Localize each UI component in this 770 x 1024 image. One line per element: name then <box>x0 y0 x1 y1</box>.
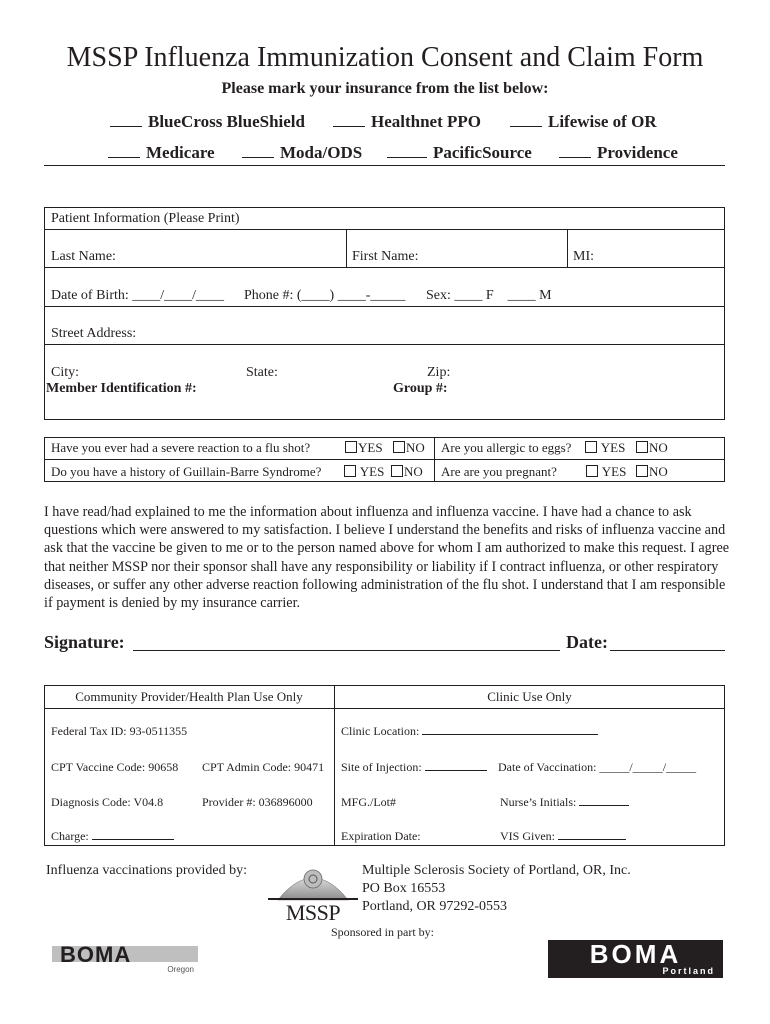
clinic-location-line[interactable] <box>422 734 598 735</box>
question-egg-allergy: Are you allergic to eggs? <box>441 440 572 455</box>
provider-number: Provider #: 036896000 <box>202 795 313 809</box>
boma-portland-logo <box>548 940 723 978</box>
insurance-option-moda[interactable]: Moda/ODS <box>242 143 362 163</box>
cpt-admin-code: CPT Admin Code: 90471 <box>202 760 325 774</box>
site-of-injection-field[interactable]: Site of Injection: <box>341 760 487 775</box>
site-line[interactable] <box>425 770 487 771</box>
guillain-barre-no[interactable]: NO <box>391 464 423 480</box>
diagnosis-code: Diagnosis Code: V04.8 <box>51 795 164 809</box>
header-divider <box>44 165 725 166</box>
date-label: Date: <box>566 632 608 652</box>
question-flu-reaction: Have you ever had a severe reaction to a flu shot? <box>51 440 311 455</box>
phone-field[interactable]: Phone #: (____) ____-_____ <box>244 288 406 303</box>
checkbox-icon[interactable] <box>393 441 405 453</box>
egg-allergy-no[interactable]: NO <box>636 440 668 456</box>
insurance-option-providence[interactable]: Providence <box>559 143 678 163</box>
charge-field[interactable]: Charge: <box>51 829 174 844</box>
charge-line[interactable] <box>92 839 174 840</box>
insurance-blank[interactable] <box>510 112 542 127</box>
boma-oregon-logo <box>52 942 198 974</box>
divider <box>44 344 725 345</box>
insurance-blank[interactable] <box>242 143 274 158</box>
divider <box>44 306 725 307</box>
date-line[interactable] <box>610 650 725 651</box>
insurance-instruction: Please mark your insurance from the list below: <box>221 80 549 97</box>
mssp-emblem-icon <box>268 862 358 902</box>
checkbox-icon[interactable] <box>585 441 597 453</box>
question-guillain-barre: Do you have a history of Guillain-Barre Syndrome? <box>51 464 322 479</box>
guillain-barre-yes[interactable]: YES <box>344 464 384 480</box>
divider <box>44 708 725 709</box>
checkbox-icon[interactable] <box>391 465 403 477</box>
egg-allergy-yes[interactable]: YES <box>585 440 625 456</box>
org-po-box: PO Box 16553 <box>362 881 446 896</box>
boma-oregon-text: BOMA <box>60 942 132 967</box>
clinic-location-field[interactable]: Clinic Location: <box>341 724 598 739</box>
checkbox-icon[interactable] <box>586 465 598 477</box>
checkbox-icon[interactable] <box>345 441 357 453</box>
nurse-initials-field[interactable]: Nurse’s Initials: <box>500 795 629 810</box>
last-name-field[interactable]: Last Name: <box>51 249 116 264</box>
divider <box>44 229 725 230</box>
state-field[interactable]: State: <box>246 365 278 380</box>
divider <box>434 437 435 482</box>
divider <box>44 267 725 268</box>
insurance-option-medicare[interactable]: Medicare <box>108 143 215 163</box>
insurance-blank[interactable] <box>110 112 142 127</box>
provider-use-header: Community Provider/Health Plan Use Only <box>75 689 303 704</box>
patient-section-title: Patient Information (Please Print) <box>51 211 240 226</box>
sex-field[interactable]: Sex: ____ F ____ M <box>426 288 552 303</box>
insurance-blank[interactable] <box>333 112 365 127</box>
signature-line[interactable] <box>133 650 560 651</box>
divider <box>346 229 347 267</box>
first-name-field[interactable]: First Name: <box>352 249 419 264</box>
cpt-vaccine-code: CPT Vaccine Code: 90658 <box>51 760 179 774</box>
zip-field[interactable]: Zip: <box>427 365 451 380</box>
insurance-option-lifewise[interactable]: Lifewise of OR <box>510 112 657 132</box>
boma-oregon-sub: Oregon <box>167 965 194 974</box>
sponsored-label: Sponsored in part by: <box>331 925 434 939</box>
vis-line[interactable] <box>558 839 626 840</box>
city-field[interactable]: City: <box>51 365 80 380</box>
boma-portland-sub: Portland <box>662 966 715 976</box>
flu-reaction-yes[interactable]: YES <box>345 440 383 456</box>
insurance-option-healthnet[interactable]: Healthnet PPO <box>333 112 481 132</box>
mi-field[interactable]: MI: <box>573 249 594 264</box>
street-address-field[interactable]: Street Address: <box>51 326 137 341</box>
org-city-state: Portland, OR 97292-0553 <box>362 899 508 914</box>
boma-portland-text: BOMA <box>589 939 682 969</box>
mssp-logo-text: MSSP <box>268 898 358 926</box>
divider <box>567 229 568 267</box>
federal-tax-id: Federal Tax ID: 93-0511355 <box>51 724 188 738</box>
checkbox-icon[interactable] <box>636 441 648 453</box>
dob-field[interactable]: Date of Birth: ____/____/____ <box>51 288 225 303</box>
mssp-logo <box>268 862 358 924</box>
nurse-initials-line[interactable] <box>579 805 629 806</box>
divider <box>334 685 335 846</box>
insurance-option-bluecross[interactable]: BlueCross BlueShield <box>110 112 305 132</box>
clinic-use-header: Clinic Use Only <box>487 689 572 704</box>
insurance-blank[interactable] <box>108 143 140 158</box>
org-name: Multiple Sclerosis Society of Portland, OR, Inc. <box>362 863 631 878</box>
form-title: MSSP Influenza Immunization Consent and Claim Form <box>66 42 704 73</box>
insurance-blank[interactable] <box>387 143 427 158</box>
member-id-field[interactable]: Member Identification #: <box>46 381 197 396</box>
checkbox-icon[interactable] <box>344 465 356 477</box>
question-pregnant: Are are you pregnant? <box>441 464 557 479</box>
insurance-blank[interactable] <box>559 143 591 158</box>
divider <box>44 459 725 460</box>
expiration-date-field[interactable]: Expiration Date: <box>341 829 421 843</box>
provided-by-label: Influenza vaccinations provided by: <box>46 863 247 878</box>
flu-reaction-no[interactable]: NO <box>393 440 425 456</box>
vis-given-field[interactable]: VIS Given: <box>500 829 626 844</box>
pregnant-no[interactable]: NO <box>636 464 668 480</box>
group-field[interactable]: Group #: <box>393 381 448 396</box>
date-of-vaccination-field[interactable]: Date of Vaccination: _____/_____/_____ <box>498 760 697 774</box>
pregnant-yes[interactable]: YES <box>586 464 626 480</box>
insurance-option-pacificsource[interactable]: PacificSource <box>387 143 532 163</box>
mfg-lot-field[interactable]: MFG./Lot# <box>341 795 397 809</box>
consent-statement: I have read/had explained to me the information about influenza and influenza vaccine. I have had a chance to ask questions which were answered to my satisfaction. I believe I understand the benefits and risks of influenza vaccine and ask that the vaccine be given to me or to the person named above for whom I am authorized to make this request. I agree that neither MSSP nor their sponsor shall have any responsibility or liability if I contract influenza, or other respiratory diseases, or suffer any other adverse reaction following administration of the flu shot. I understand that I am responsible if payment is denied by my insurance carrier. <box>44 504 730 612</box>
signature-label: Signature: <box>44 632 125 652</box>
checkbox-icon[interactable] <box>636 465 648 477</box>
